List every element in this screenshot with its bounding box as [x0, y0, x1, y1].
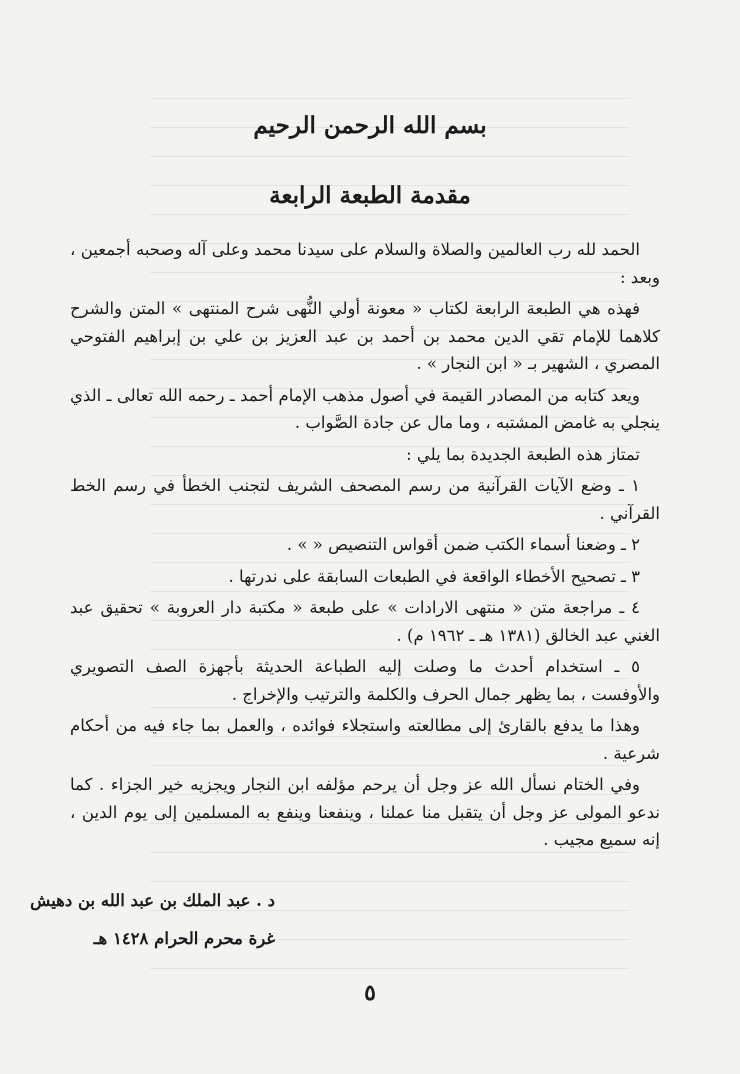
paragraph-book-intro: فهذه هي الطبعة الرابعة لكتاب « معونة أولي النُّهى شرح المنتهى » المتن والشرح كلاهما للإمام تقي الدين محمد بن أحمد بن عبد العزيز بن علي بن إبراهيم الفتوحي المصري ، الشهير بـ « ابن النجار » . — [70, 299, 660, 373]
feature-item-5: ٥ ـ استخدام أحدث ما وصلت إليه الطباعة الحديثة بأجهزة الصف التصويري والأوفست ، بما يظهر جمال الحرف والكلمة والترتيب والإخراج . — [70, 657, 660, 704]
feature-item-2: ٢ ـ وضعنا أسماء الكتب ضمن أقواس التنصيص « » . — [286, 535, 640, 554]
signature-date: غرة محرم الحرام ١٤٢٨ هـ — [93, 929, 275, 948]
feature-item-1: ١ ـ وضع الآيات القرآنية من رسم المصحف الشريف لتجنب الخطأ في رسم الخط القرآني . — [70, 476, 660, 523]
basmala-heading: بسم الله الرحمن الرحيم — [253, 112, 487, 139]
feature-item-3: ٣ ـ تصحيح الأخطاء الواقعة في الطبعات السابقة على ندرتها . — [228, 566, 640, 586]
signature-block — [30, 882, 275, 958]
page-title: مقدمة الطبعة الرابعة — [269, 182, 471, 209]
paragraph-book-value: ويعد كتابه من المصادر القيمة في أصول مذهب الإمام أحمد ـ رحمه الله تعالى ـ الذي ينجلي به غامض المشتبه ، وما مال عن جادة الصَّواب . — [70, 385, 660, 432]
feature-item-4: ٤ ـ مراجعة متن « منتهى الارادات » على طبعة « مكتبة دار العروبة » تحقيق عبد الغني عبد الخالق (١٣٨١ هـ ـ ١٩٦٢ م) . — [70, 598, 660, 645]
paragraph-closing: وفي الختام نسأل الله عز وجل أن يرحم مؤلفه ابن النجار ويجزيه خير الجزاء . كما ندعو المولى عز وجل أن يتقبل منا عملنا ، وينفعنا وينفع به المسلمين إلى يوم الدين ، إنه سميع مجيب . — [70, 775, 660, 849]
paragraph-features-intro: تمتاز هذه الطبعة الجديدة بما يلي : — [406, 444, 640, 464]
document-body — [70, 236, 660, 858]
paragraph-opening: الحمد لله رب العالمين والصلاة والسلام على سيدنا محمد وعلى آله وصحبه أجمعين ، وبعد : — [70, 240, 660, 287]
page-number: ٥ — [364, 980, 376, 1006]
signature-name: د . عبد الملك بن عبد الله بن دهيش — [30, 891, 275, 910]
paragraph-reader: وهذا ما يدفع بالقارئ إلى مطالعته واستجلاء فوائده ، والعمل بما جاء فيه من أحكام شرعية . — [70, 716, 660, 763]
